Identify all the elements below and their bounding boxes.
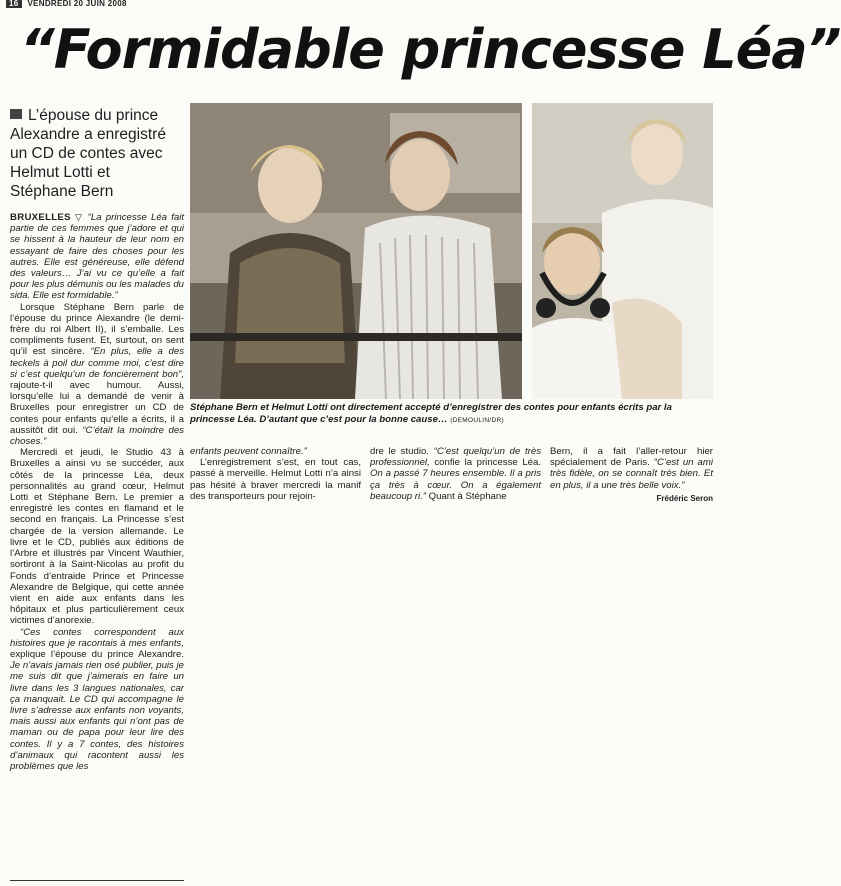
photo-two-women-image: [190, 103, 522, 399]
column-divider: [10, 880, 184, 881]
article-quote: “En plus, elle a des teckels à poil dur comme moi, c’est dire si c’est quelqu’un de foncièrement bon”,: [10, 346, 185, 380]
quote-stephane-bern: “La princesse Léa fait partie de ces femmes que j’adore et qui se hissent à la hauteur de leur nom en essayant de faire des choses pour les autres. Elle est généreuse, elle défend des valeurs… J’ai vu ce qu’elle a fait pour les plus démunis ou les malades du sida. Elle est formidable.”: [10, 212, 184, 302]
article-column-1: [10, 212, 184, 772]
dateline: BRUXELLES: [10, 212, 71, 223]
article-text: Bern, il a fait l’aller-retour hier spécialement de Paris.: [550, 446, 713, 469]
photo-caption: [190, 402, 710, 427]
article-paragraph: [10, 302, 184, 448]
article-quote: “C’était la moindre des choses.”: [10, 424, 184, 448]
photo-woman-and-man-headphones: [532, 103, 713, 399]
article-quote: “C’est un ami très fidèle, on se connaît très bien. Et en plus, il a une très belle voix.”: [550, 457, 713, 491]
article-paragraph: Mercredi et jeudi, le Studio 43 à Bruxelles a ainsi vu se succéder, aux côtés de la princesse Léa, deux personnalités au grand cœur, Helmut Lotti et Stéphane Bern. Le premier a enregistré les contes en flamand et le second en français. La Princesse s’est chargée de la version allemande. Le livre et le CD, publiés aux éditions de l’Arbre et illustrés par Vincent Wauthier, sortiront à la Saint-Nicolas au profit du Fonds d’entraide Prince et Princesse Alexandre de Belgique, qui cette année vient en aide aux enfants dans les hôpitaux et plus particulièrement ceux victimes d’anorexie.: [10, 447, 184, 627]
headline: “Formidable princesse Léa”: [20, 18, 841, 81]
photo-two-women: [190, 103, 522, 399]
article-paragraph: [550, 446, 713, 491]
article-text: Quant à Stéphane: [428, 490, 507, 502]
author-signature: Frédéric Seron: [656, 493, 713, 503]
article-text: explique l’épouse du prince Alexandre.: [10, 648, 184, 660]
article-paragraph: [10, 627, 184, 773]
deck: [10, 106, 180, 201]
page-number: 16: [6, 0, 22, 8]
article-column-3: [370, 446, 541, 502]
article-text: Lorsque Stéphane Bern parle de l’épouse du prince Alexandre (le demi-frère du roi Albert II), il s’emballe. Les compliments fusent. Et, surtout, on sent qu’il est sincère.: [10, 301, 184, 358]
issue-date: VENDREDI 20 JUIN 2008: [27, 0, 127, 8]
article-paragraph: [10, 212, 184, 302]
article-text: dre le studio.: [370, 446, 429, 457]
photo-woman-man-image: [532, 103, 713, 399]
article-paragraph: enfants peuvent connaître.”: [190, 446, 307, 457]
article-quote: “C’est quelqu’un de très professionnel,: [370, 446, 541, 469]
triangle-icon: ▽: [75, 212, 84, 222]
deck-text: L’épouse du prince Alexandre a enregistré un CD de contes avec Helmut Lotti et Stéphane Bern: [10, 107, 166, 200]
article-text: confie la princesse Léa.: [434, 457, 542, 469]
article-paragraph: L’enregistrement s’est, en tout cas, passé à merveille. Helmut Lotti n’a ainsi pas hésité à braver mercredi la manif des transporteurs pour rejoin-: [190, 457, 361, 502]
page-header: [6, 0, 127, 8]
article-paragraph: [370, 446, 541, 502]
photo-credit: (DEMOULIN/DR): [450, 417, 504, 424]
article-quote: “Ces contes correspondent aux histoires que je racontais à mes enfants,: [10, 626, 184, 649]
article-quote: On a passé 7 heures ensemble. Il a pris ça très à cœur. On a également beaucoup ri.”: [370, 468, 541, 502]
article-column-4: [550, 446, 713, 504]
caption-text: Stéphane Bern et Helmut Lotti ont directement accepté d’enregistrer des contes pour enfants écrits par la princesse Léa. D’autant que c’est pour la bonne cause…: [190, 402, 672, 425]
article-column-2: [190, 446, 361, 502]
article-quote: Je n’avais jamais rien osé publier, puis je me suis dit que j’aimerais en faire un livre dans les 3 langues nationales, car ça manquait. Le CD qui accompagne le livre s’adresse aux enfants non voyants, mais aussi aux enfants qui n’ont pas de maman ou de papa pour leur lire des contes. Il y a 7 contes, des histoires d’animaux qui racontent aussi les problèmes que les: [10, 660, 184, 772]
square-bullet-icon: [10, 109, 22, 119]
article-text: rajoute-t-il avec humour. Aussi, lorsqu’elle lui a demandé de venir à Bruxelles pour enregistrer un CD de contes pour enfants qu’elle a écrits, il a aussitôt dit oui.: [10, 380, 184, 436]
